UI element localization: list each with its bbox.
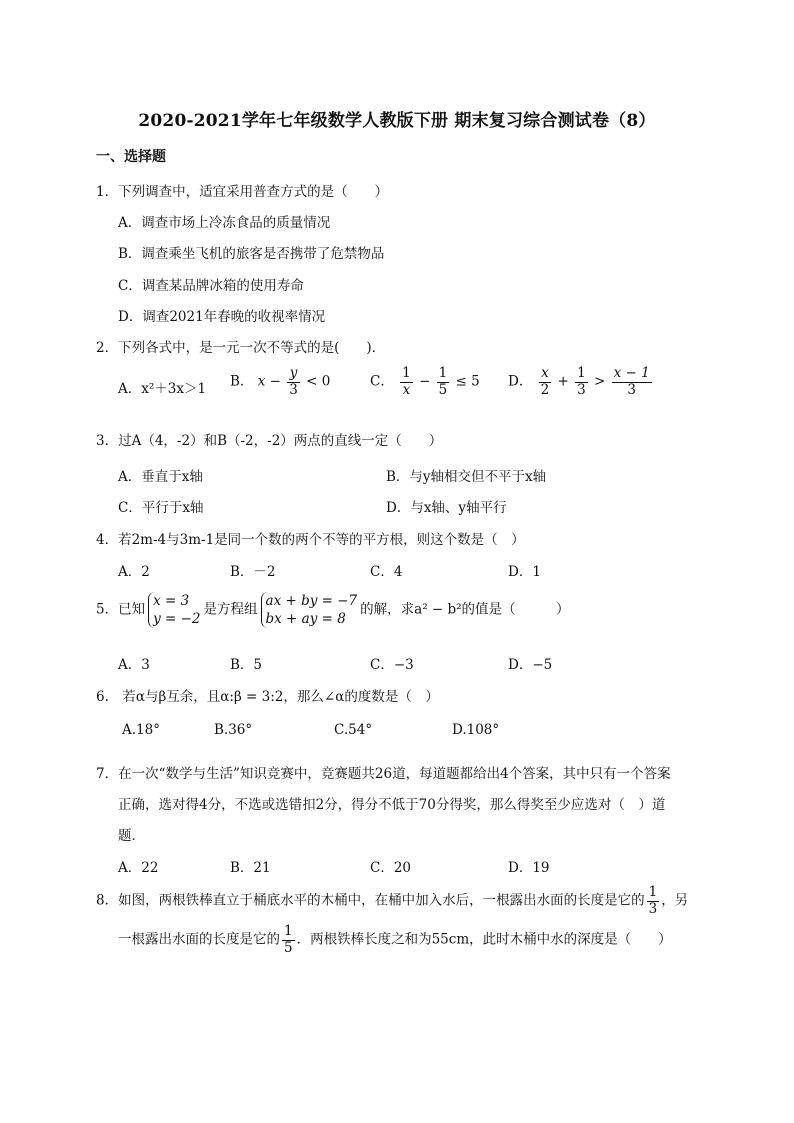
operator: − [419, 373, 431, 390]
question-2-option-a: A．x²＋3x＞1 [118, 381, 207, 397]
denominator: 2 [540, 381, 550, 398]
numerator: 1 [284, 923, 293, 939]
question-4-option-c: C．4 [370, 564, 403, 580]
question-3-option-c: C．平行于x轴 [118, 500, 204, 516]
fraction [612, 366, 652, 398]
fraction [575, 366, 588, 398]
question-6-option-a: A.18° [122, 722, 160, 738]
question-5-option-a: A．3 [118, 657, 150, 673]
expression-tail: ≤ 5 [455, 373, 480, 390]
numerator: x [539, 366, 552, 383]
question-8-line-1 [96, 885, 688, 917]
numerator: 1 [402, 365, 411, 381]
question-5-option-b: B．5 [230, 657, 263, 673]
question-5-option-d: D．−5 [508, 657, 553, 673]
question-5-option-c: C．−3 [370, 657, 414, 673]
question-2-stem: 2．下列各式中，是一元一次不等式的是( )． [96, 340, 386, 356]
numerator: x − 1 [613, 365, 650, 381]
denominator: 3 [648, 900, 658, 917]
question-1-stem: 1．下列调查中，适宜采用普查方式的是（ ） [96, 184, 389, 200]
question-6-option-d: D.108° [452, 722, 500, 738]
line-text: 一根露出水面的长度是它的 [118, 931, 280, 948]
question-2-option-d [508, 366, 654, 398]
option-label: C． [370, 373, 394, 390]
question-8-line-2 [118, 924, 672, 956]
question-2-option-c [370, 366, 480, 398]
question-1-option-a: A．调查市场上冷冻食品的质量情况 [118, 215, 331, 231]
operator: > [594, 373, 606, 390]
fraction [400, 366, 413, 398]
stem-middle: 是方程组 [203, 601, 258, 618]
fraction [287, 366, 300, 398]
question-3-stem: 3．过A（4，-2）和B（-2，-2）两点的直线一定（ ） [96, 433, 443, 449]
question-4-option-a: A．2 [118, 564, 150, 580]
question-6-option-b: B.36° [214, 722, 253, 738]
fraction [539, 366, 552, 398]
option-label: D． [508, 373, 533, 390]
stem-prefix: 5．已知 [96, 601, 146, 618]
question-7-line-3: 题． [118, 828, 145, 844]
equation-line: x = 3 [153, 593, 190, 609]
operator: + [557, 373, 569, 390]
question-7-line-2: 正确，选对得4分，不选或选错扣2分，得分不低于70分得奖，那么得奖至少应选对（ ）道 [118, 797, 666, 813]
question-4-stem: 4．若2m-4与3m-1是同一个数的两个不等的平方根，则这个数是（ ） [96, 532, 525, 548]
section-heading: 一、选择题 [96, 149, 166, 165]
question-3-option-d: D．与x轴、y轴平行 [386, 500, 507, 516]
expression: x − [257, 373, 281, 390]
numerator: 1 [438, 365, 448, 381]
question-7-option-c: C．20 [370, 860, 412, 876]
denominator: 5 [438, 381, 448, 398]
denominator: x [402, 381, 411, 398]
question-7-option-b: B．21 [230, 860, 271, 876]
stem-suffix: 的解，求a² − b²的值是（ ） [360, 601, 570, 618]
equation-line: bx + ay = 8 [265, 611, 346, 628]
question-6-option-c: C.54° [334, 722, 373, 738]
expression-tail: < 0 [306, 373, 331, 390]
question-4-option-d: D．1 [508, 564, 541, 580]
question-7-option-a: A．22 [118, 860, 159, 876]
equation-system [148, 592, 200, 628]
numerator: y [287, 366, 300, 383]
equation-line: ax + by = −7 [265, 593, 358, 609]
question-2-option-b [230, 366, 330, 398]
line-text: 8．如图，两根铁棒直立于桶底水平的木桶中，在桶中加入水后，一根露出水面的长度是它的 [96, 892, 645, 909]
question-6-stem: 6. 若α与β互余，且α:β = 3:2，那么∠α的度数是（ ） [96, 689, 439, 705]
option-label: B． [230, 373, 254, 390]
numerator: 1 [648, 884, 658, 900]
line-tail: ，另 [661, 892, 689, 909]
question-3-option-a: A．垂直于x轴 [118, 469, 203, 485]
denominator: 5 [284, 939, 293, 956]
fraction [282, 924, 295, 956]
fraction [437, 366, 450, 398]
line-tail: ．两根铁棒长度之和为55cm，此时木桶中水的深度是（ ） [296, 931, 672, 948]
question-5-stem [96, 592, 570, 628]
question-1-option-b: B．调查乘坐飞机的旅客是否携带了危禁物品 [118, 246, 385, 262]
question-1-option-c: C．调查某品牌冰箱的使用寿命 [118, 278, 304, 294]
denominator: 3 [577, 381, 586, 398]
page-title: 2020-2021学年七年级数学人教版下册 期末复习综合测试卷（8） [138, 111, 656, 131]
question-1-option-d: D．调查2021年春晚的收视率情况 [118, 309, 326, 325]
question-7-line-1: 7．在一次“数学与生活”知识竞赛中，竞赛题共26道，每道题都给出4个答案，其中只有一个答案 [96, 766, 671, 782]
question-4-option-b: B．－2 [230, 564, 276, 580]
numerator: 1 [577, 365, 586, 381]
fraction [647, 885, 660, 917]
equation-line: y = −2 [153, 611, 201, 628]
equation-system [261, 592, 358, 628]
question-3-option-b: B．与y轴相交但不平于x轴 [386, 469, 547, 485]
denominator: 3 [627, 381, 636, 398]
denominator: 3 [289, 381, 298, 398]
question-7-option-d: D．19 [508, 860, 550, 876]
